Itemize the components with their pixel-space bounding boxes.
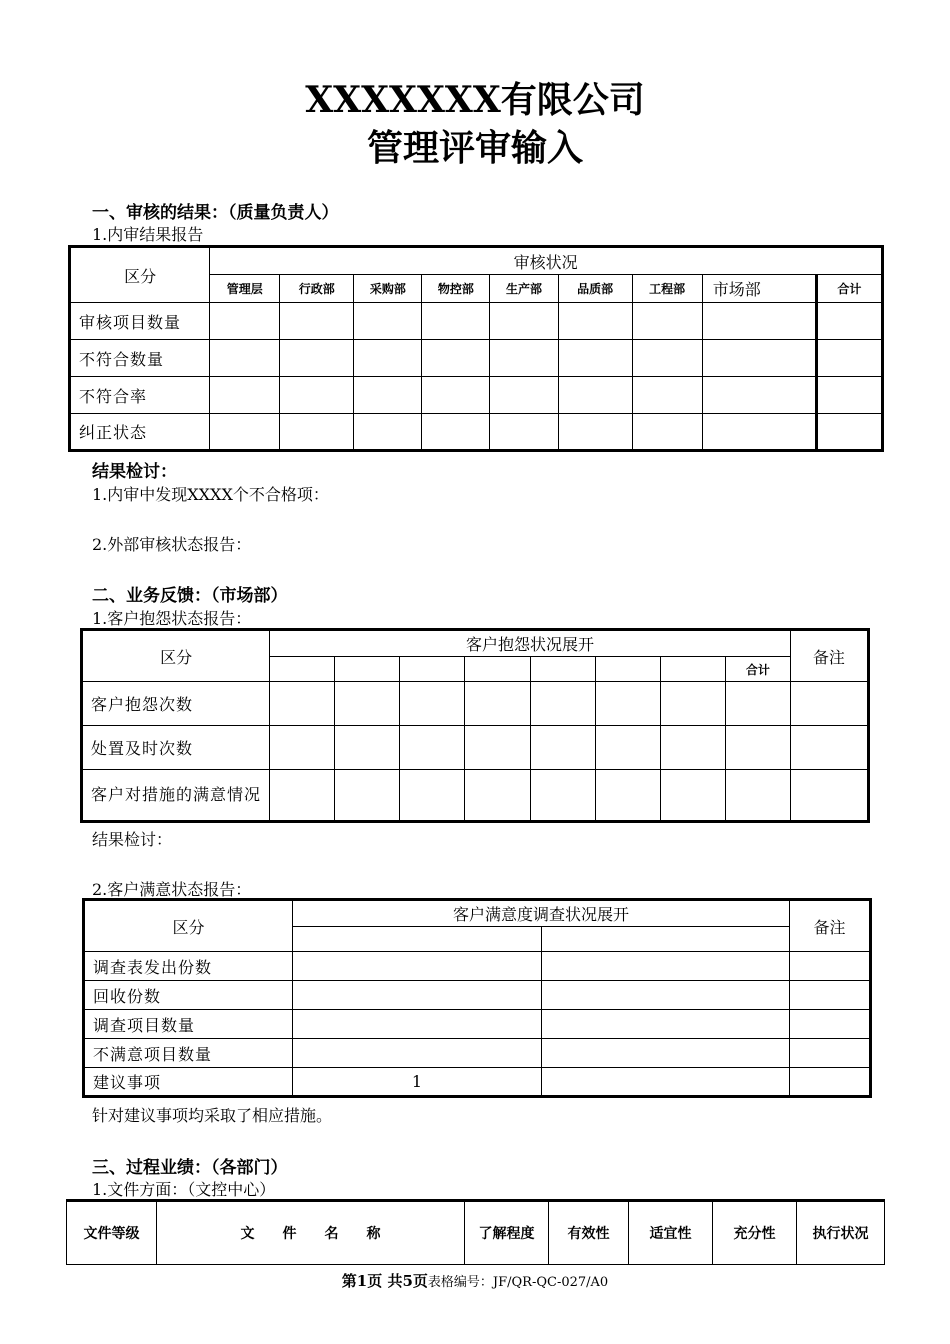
col-admin: 行政部: [280, 275, 354, 303]
satisfaction-remark-header: 备注: [790, 900, 871, 952]
row-audit-items: 审核项目数量: [70, 303, 210, 340]
row-nonconformity-rate: 不符合率: [70, 377, 210, 414]
section1-review-item1: 1.内审中发现XXXX个不合格项：: [92, 485, 329, 504]
row-complaint-count: 客户抱怨次数: [82, 682, 270, 726]
col-material-control: 物控部: [422, 275, 490, 303]
col-purchasing: 采购部: [354, 275, 422, 303]
section1-review-item2: 2.外部审核状态报告：: [92, 535, 252, 554]
row-surveys-sent: 调查表发出份数: [84, 952, 293, 981]
page-footer: [0, 1270, 950, 1291]
satisfaction-survey-header: 客户满意度调查状况展开: [293, 900, 790, 927]
row-timely-handling: 处置及时次数: [82, 726, 270, 770]
complaint-remark-header: 备注: [790, 630, 868, 682]
row-correction-status: 纠正状态: [70, 414, 210, 451]
section2-heading: 二、业务反馈：（市场部）: [92, 586, 288, 606]
section3-sub1: 1.文件方面：（文控中心）: [92, 1180, 276, 1199]
document-table: [66, 1199, 885, 1265]
col-management: 管理层: [210, 275, 280, 303]
row-surveys-returned: 回收份数: [84, 981, 293, 1010]
section2-sub2: 2.客户满意状态报告：: [92, 880, 252, 899]
row-survey-items: 调查项目数量: [84, 1010, 293, 1039]
complaint-table: [80, 628, 870, 823]
col-document-level: 文件等级: [67, 1201, 157, 1265]
col-execution: 执行状况: [797, 1201, 885, 1265]
page-number: 第1页 共5页: [341, 1272, 428, 1290]
col-document-name: 文 件 名 称: [157, 1201, 465, 1265]
col-marketing: 市场部: [702, 275, 816, 303]
audit-status-header: 审核状况: [210, 247, 883, 275]
suggestion-value: 1: [293, 1068, 542, 1097]
section2-review-label: 结果检讨：: [92, 830, 173, 849]
col-effectiveness: 有效性: [549, 1201, 629, 1265]
section1-review-label: 结果检讨：: [92, 462, 177, 482]
section1-heading: 一、审核的结果：（质量负责人）: [92, 203, 339, 223]
section1-sub1: 1.内审结果报告: [92, 225, 204, 244]
section2-sub1: 1.客户抱怨状态报告：: [92, 609, 252, 628]
col-quality: 品质部: [558, 275, 632, 303]
form-code: 表格编号：JF/QR-QC-027/A0: [427, 1275, 609, 1290]
row-nonconformity-count: 不符合数量: [70, 340, 210, 377]
row-suggestions: 建议事项: [84, 1068, 293, 1097]
section2-note: 针对建议事项均采取了相应措施。: [92, 1106, 333, 1125]
col-production: 生产部: [490, 275, 558, 303]
col-engineering: 工程部: [632, 275, 702, 303]
col-total: 合计: [816, 275, 882, 303]
row-unsatisfied-items: 不满意项目数量: [84, 1039, 293, 1068]
satisfaction-category-header: 区分: [84, 900, 293, 952]
col-suitability: 适宜性: [629, 1201, 713, 1265]
audit-result-table: [68, 245, 884, 452]
satisfaction-table: [82, 898, 872, 1098]
complaint-status-header: 客户抱怨状况展开: [270, 630, 791, 657]
complaint-total-header: 合计: [725, 657, 790, 682]
col-adequacy: 充分性: [713, 1201, 797, 1265]
category-header: 区分: [70, 247, 210, 303]
section3-heading: 三、过程业绩：（各部门）: [92, 1158, 288, 1178]
col-understanding: 了解程度: [465, 1201, 549, 1265]
complaint-category-header: 区分: [82, 630, 270, 682]
row-customer-satisfaction-measures: 客户对措施的满意情况: [82, 770, 270, 822]
company-title: XXXXXXX有限公司: [305, 79, 645, 121]
document-title: 管理评审输入: [366, 127, 583, 169]
